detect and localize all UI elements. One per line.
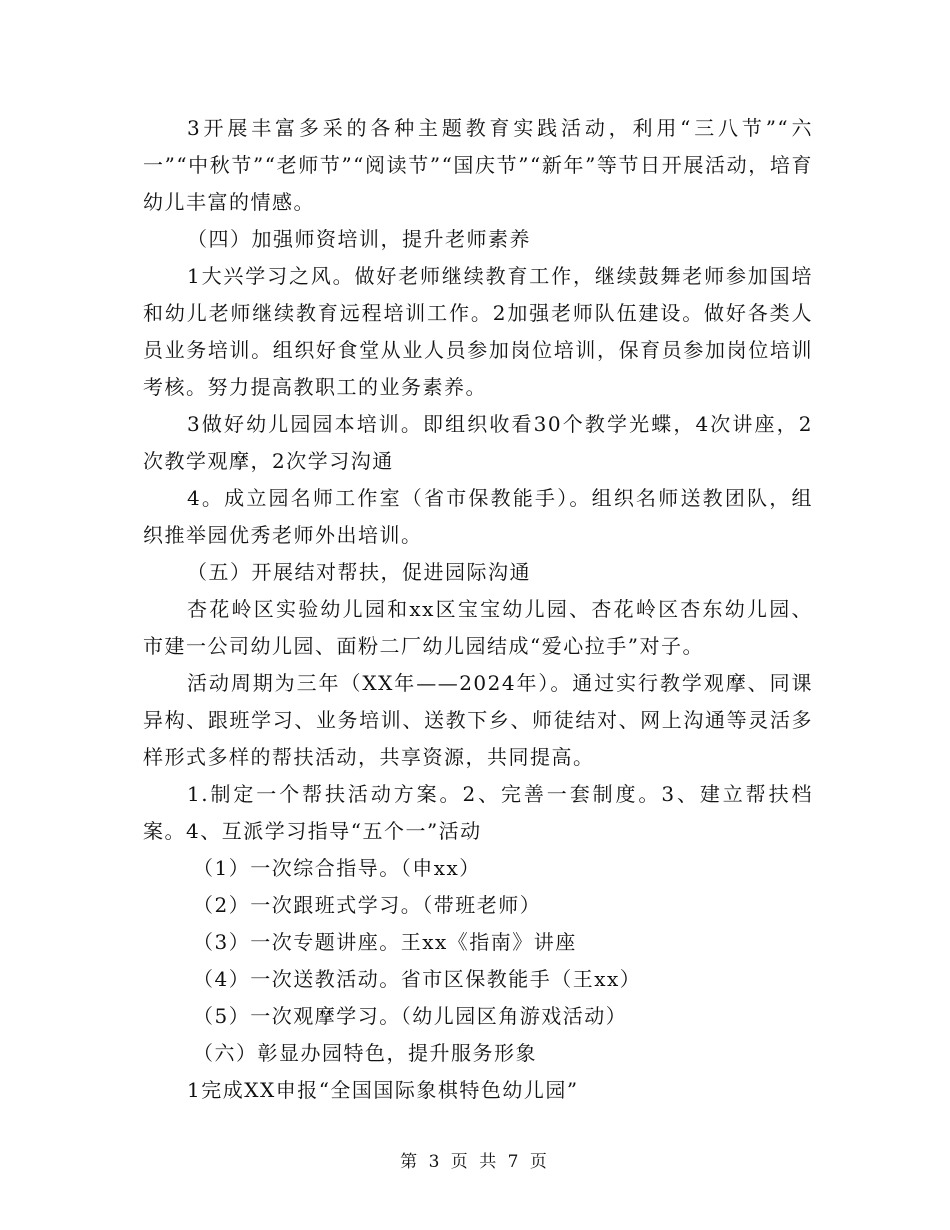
paragraph-pairing-kindergartens: 杏花岭区实验幼儿园和xx区宝宝幼儿园、杏花岭区杏东幼儿园、市建一公司幼儿园、面粉二厂幼儿园结成“爱心拉手”对子。: [143, 597, 813, 658]
document-body: [143, 110, 813, 1109]
paragraph-master-teacher-studio: 4。成立园名师工作室（省市保教能手）。组织名师送教团队，组织推举园优秀老师外出培训。: [143, 486, 813, 547]
section-heading-pairing-assistance: （五）开展结对帮扶，促进园际沟通: [187, 560, 531, 584]
paragraph-school-training: 3做好幼儿园园本培训。即组织收看30个教学光蝶，4次讲座，2次教学观摩，2次学习沟通: [143, 412, 813, 473]
list-item: （2）一次跟班式学习。（带班老师）: [193, 893, 542, 917]
list-item: （1）一次综合指导。（申xx）: [193, 856, 481, 880]
list-item: （5）一次观摩学习。（幼儿园区角游戏活动）: [193, 1004, 628, 1028]
section-heading-school-features: （六）彰显办园特色，提升服务形象: [193, 1041, 537, 1065]
paragraph-learning-atmosphere: 1大兴学习之风。做好老师继续教育工作，继续鼓舞老师参加国培和幼儿老师继续教育远程培训工作。2加强老师队伍建设。做好各类人员业务培训。组织好食堂从业人员参加岗位培训，保育员参加岗位培训考核。努力提高教职工的业务素养。: [143, 264, 813, 399]
section-heading-teacher-training: （四）加强师资培训，提升老师素养: [187, 227, 531, 251]
paragraph-assistance-plan: 1.制定一个帮扶活动方案。2、完善一套制度。3、建立帮扶档案。4、互派学习指导“五个一”活动: [143, 782, 813, 843]
paragraph-activity-period: 活动周期为三年（XX年——2024年）。通过实行教学观摩、同课异构、跟班学习、业务培训、送教下乡、师徒结对、网上沟通等灵活多样形式多样的帮扶活动，共享资源，共同提高。: [143, 671, 813, 769]
paragraph-chess-application: 1完成XX申报“全国国际象棋特色幼儿园”: [187, 1078, 579, 1102]
list-item: （4）一次送教活动。省市区保教能手（王xx）: [193, 967, 642, 991]
paragraph-theme-activities: 3开展丰富多采的各种主题教育实践活动，利用“三八节”“六一”“中秋节”“老师节”“阅读节”“国庆节”“新年”等节日开展活动，培育幼儿丰富的情感。: [143, 116, 813, 214]
page-footer: 第 3 页 共 7 页: [400, 1152, 550, 1172]
list-item: （3）一次专题讲座。王xx《指南》讲座: [193, 930, 577, 954]
